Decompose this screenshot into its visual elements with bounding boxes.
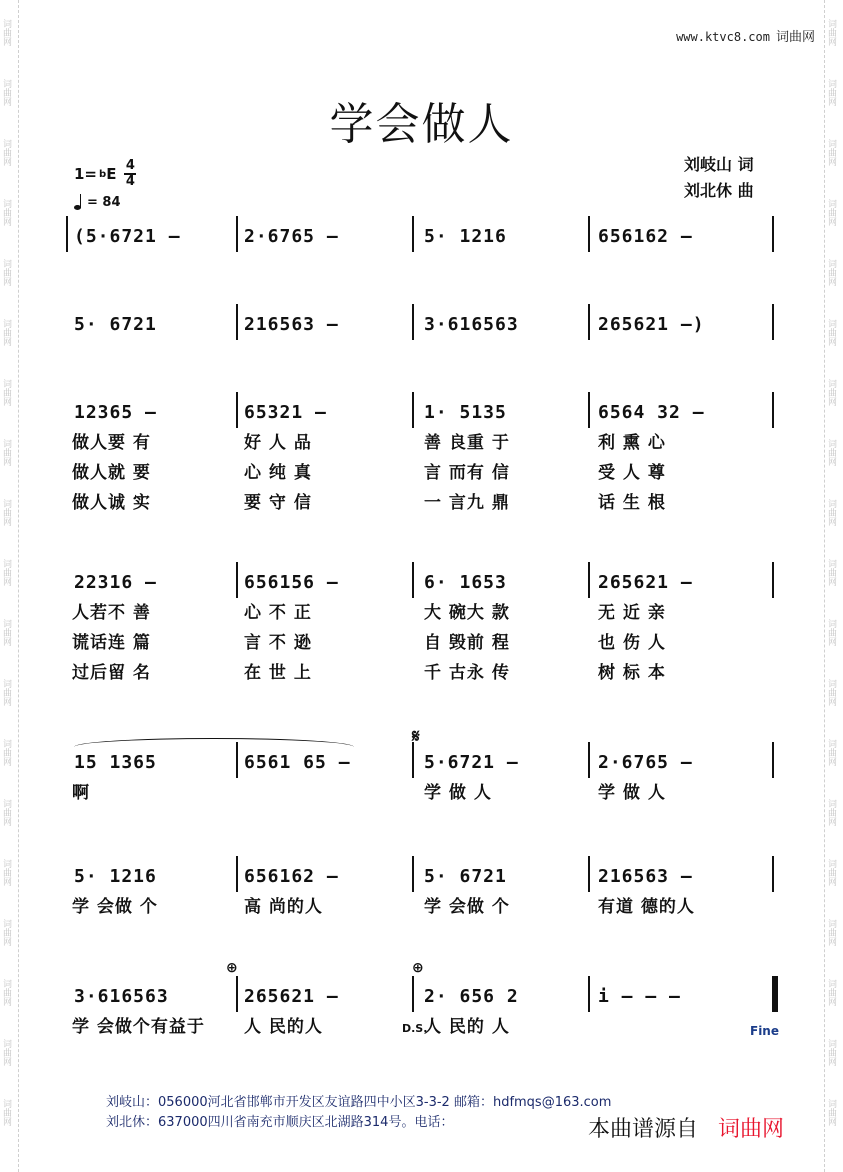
score-system — [66, 726, 776, 808]
lyric-segment: 一 言九 鼎 — [424, 493, 510, 513]
notation-row — [66, 398, 776, 428]
lyric-segment: 言 不 逊 — [244, 633, 312, 653]
lyric-segment: 人 民的 人 — [424, 1017, 510, 1037]
footer-line-2: 刘北休：637000四川省南充市顺庆区北湖路314号。电话： — [106, 1115, 454, 1130]
watermark-text: 词曲网 — [826, 918, 836, 946]
watermark-text: 词曲网 — [1, 798, 11, 826]
key-prefix: 1= — [74, 165, 98, 183]
bar-line — [772, 216, 774, 252]
watermark-text: 词曲网 — [1, 858, 11, 886]
lyric-segment: 高 尚的人 — [244, 897, 323, 917]
lyric-segment: 心 纯 真 — [244, 463, 312, 483]
site-header — [676, 26, 815, 45]
watermark-text: 词曲网 — [1, 198, 11, 226]
measure: 5· 6721 — [424, 866, 507, 887]
segno-icon: 𝄋 — [412, 726, 420, 747]
tempo-marking — [74, 195, 121, 210]
quarter-note-icon — [74, 205, 81, 210]
lyric-line — [66, 598, 776, 628]
score-system — [66, 568, 776, 688]
lyric-segment: 学 做 人 — [424, 783, 492, 803]
watermark-text: 词曲网 — [1, 738, 11, 766]
measure: 2· 656 2 — [424, 986, 519, 1007]
watermark-text: 词曲网 — [826, 78, 836, 106]
watermark-text: 词曲网 — [1, 1098, 11, 1126]
notation-row — [66, 310, 776, 340]
watermark-text: 词曲网 — [826, 618, 836, 646]
measure: 5·6721 – — [424, 752, 519, 773]
watermark-text: 词曲网 — [1, 1038, 11, 1066]
key-note: E — [106, 165, 117, 183]
watermark-text: 词曲网 — [826, 1038, 836, 1066]
tempo-value: = 84 — [87, 195, 121, 210]
bar-line — [772, 304, 774, 340]
coda-icon: ⊕ — [412, 960, 424, 976]
site-url[interactable]: www.ktvc8.com — [676, 30, 770, 44]
bar-line — [236, 856, 238, 892]
time-signature — [124, 160, 136, 188]
bar-line — [772, 856, 774, 892]
watermark-text: 词曲网 — [826, 258, 836, 286]
bar-line — [772, 976, 778, 1012]
bar-line — [236, 392, 238, 428]
lyric-line — [66, 628, 776, 658]
lyric-segment: 话 生 根 — [598, 493, 666, 513]
lyric-segment: 人若不 善 — [72, 603, 151, 623]
notation-row — [66, 982, 776, 1012]
watermark-text: 词曲网 — [826, 678, 836, 706]
lyric-segment: 心 不 正 — [244, 603, 312, 623]
watermark-text: 词曲网 — [1, 918, 11, 946]
watermark-text: 词曲网 — [1, 618, 11, 646]
source-prefix: 本曲谱源自 — [588, 1117, 699, 1142]
watermark-text: 词曲网 — [826, 1098, 836, 1126]
source-credit — [588, 1112, 784, 1143]
lyric-segment: 学 会做个有益于 — [72, 1017, 205, 1037]
lyric-segment: 树 标 本 — [598, 663, 666, 683]
bar-line — [772, 742, 774, 778]
watermark-text: 词曲网 — [1, 318, 11, 346]
phrase-slur — [74, 738, 354, 747]
bar-line — [412, 976, 414, 1012]
score-system — [66, 862, 776, 922]
watermark-text: 词曲网 — [826, 18, 836, 46]
bar-line — [236, 976, 238, 1012]
lyric-segment: 有道 德的人 — [598, 897, 695, 917]
bar-line — [236, 562, 238, 598]
lyric-segment: 过后留 名 — [72, 663, 151, 683]
watermark-text: 词曲网 — [826, 378, 836, 406]
measure: 5· 1216 — [74, 866, 157, 887]
notation-row — [66, 862, 776, 892]
bar-line — [412, 392, 414, 428]
bar-line — [236, 742, 238, 778]
measure: 2·6765 – — [244, 226, 339, 247]
lyric-segment: 学 会做 个 — [424, 897, 510, 917]
fine-label: Fine — [750, 1024, 779, 1038]
measure: 6· 1653 — [424, 572, 507, 593]
measure: 12365 – — [74, 402, 157, 423]
bar-line — [588, 976, 590, 1012]
measure: 216563 – — [598, 866, 693, 887]
measure: 656162 – — [598, 226, 693, 247]
measure: 216563 – — [244, 314, 339, 335]
lyric-line — [66, 488, 776, 518]
bar-line — [412, 216, 414, 252]
measure: 5· 6721 — [74, 314, 157, 335]
watermark-text: 词曲网 — [826, 738, 836, 766]
bar-line — [588, 216, 590, 252]
watermark-text: 词曲网 — [826, 198, 836, 226]
measure: 15 1365 — [74, 752, 157, 773]
watermark-text: 词曲网 — [1, 258, 11, 286]
bar-line — [588, 304, 590, 340]
lyric-segment: 做人诚 实 — [72, 493, 151, 513]
lyric-line — [66, 892, 776, 922]
watermark-text: 词曲网 — [826, 558, 836, 586]
site-name: 词曲网 — [775, 30, 815, 45]
source-brand[interactable]: 词曲网 — [718, 1117, 785, 1142]
coda-icon: ⊕ — [226, 960, 238, 976]
watermark-text: 词曲网 — [1, 438, 11, 466]
measure: 265621 – — [244, 986, 339, 1007]
lyric-segment: 做人就 要 — [72, 463, 151, 483]
notation-row — [66, 568, 776, 598]
bar-line — [412, 562, 414, 598]
bar-line — [588, 392, 590, 428]
flat-sign: b — [99, 168, 107, 180]
footer-line-1: 刘岐山：056000河北省邯郸市开发区友谊路四中小区3-3-2 邮箱：hdfmqs@163.com — [106, 1095, 612, 1110]
bar-line — [412, 304, 414, 340]
measure: 3·616563 — [424, 314, 519, 335]
watermark-text: 词曲网 — [1, 558, 11, 586]
time-top: 4 — [125, 158, 135, 173]
watermark-text: 词曲网 — [826, 138, 836, 166]
watermark-text: 词曲网 — [1, 138, 11, 166]
bar-line — [236, 304, 238, 340]
key-signature — [74, 160, 136, 188]
composer: 刘北休 曲 — [684, 181, 754, 200]
score-system — [66, 398, 776, 518]
watermark-text: 词曲网 — [826, 798, 836, 826]
lyric-segment: 千 古永 传 — [424, 663, 510, 683]
watermark-text: 词曲网 — [826, 498, 836, 526]
score-system — [66, 222, 776, 252]
lyric-line — [66, 458, 776, 488]
song-title: 学会做人 — [329, 99, 514, 150]
bar-line — [588, 742, 590, 778]
bar-line — [412, 742, 414, 778]
lyric-segment: 在 世 上 — [244, 663, 312, 683]
right-watermark-strip — [824, 0, 843, 1172]
measure: 6561 65 – — [244, 752, 351, 773]
measure: 2·6765 – — [598, 752, 693, 773]
credits — [684, 152, 754, 204]
watermark-text: 词曲网 — [1, 18, 11, 46]
watermark-text: 词曲网 — [1, 378, 11, 406]
measure: 656156 – — [244, 572, 339, 593]
notation-row — [66, 748, 776, 778]
ds-label: D.S. — [402, 1022, 428, 1035]
lyric-segment: 要 守 信 — [244, 493, 312, 513]
lyric-segment: 无 近 亲 — [598, 603, 666, 623]
watermark-text: 词曲网 — [826, 858, 836, 886]
measure: 5· 1216 — [424, 226, 507, 247]
score-system — [66, 310, 776, 340]
lyric-segment: 人 民的人 — [244, 1017, 323, 1037]
measure: 22316 – — [74, 572, 157, 593]
lyric-segment: 学 会做 个 — [72, 897, 158, 917]
bar-line — [588, 856, 590, 892]
measure: 6564 32 – — [598, 402, 705, 423]
lyric-segment: 言 而有 信 — [424, 463, 510, 483]
lyric-line — [66, 778, 776, 808]
watermark-text: 词曲网 — [1, 978, 11, 1006]
score-system — [66, 960, 779, 1042]
lyric-line — [66, 658, 776, 688]
bar-line — [772, 392, 774, 428]
measure: 265621 – — [598, 572, 693, 593]
watermark-text: 词曲网 — [1, 678, 11, 706]
bar-line — [412, 856, 414, 892]
lyric-segment: 自 毁前 程 — [424, 633, 510, 653]
watermark-text: 词曲网 — [1, 78, 11, 106]
lyric-segment: 受 人 尊 — [598, 463, 666, 483]
lyric-segment: 利 熏 心 — [598, 433, 666, 453]
measure: 265621 –) — [598, 314, 705, 335]
bar-line — [588, 562, 590, 598]
lyric-segment: 好 人 品 — [244, 433, 312, 453]
watermark-text: 词曲网 — [826, 438, 836, 466]
measure: 1· 5135 — [424, 402, 507, 423]
measure: 656162 – — [244, 866, 339, 887]
lyric-segment: 做人要 有 — [72, 433, 151, 453]
lyric-line — [66, 428, 776, 458]
watermark-text: 词曲网 — [826, 318, 836, 346]
bar-line — [236, 216, 238, 252]
lyric-segment: 啊 — [72, 783, 90, 803]
measure: 65321 – — [244, 402, 327, 423]
watermark-text: 词曲网 — [826, 978, 836, 1006]
measure: i – – – — [598, 986, 681, 1007]
time-bottom: 4 — [125, 174, 135, 189]
watermark-text: 词曲网 — [1, 498, 11, 526]
lyric-segment: 谎话连 篇 — [72, 633, 151, 653]
bar-line — [66, 216, 68, 252]
lyric-segment: 善 良重 于 — [424, 433, 510, 453]
measure: 3·616563 — [74, 986, 169, 1007]
notation-row — [66, 222, 776, 252]
left-watermark-strip — [0, 0, 19, 1172]
lyricist: 刘岐山 词 — [684, 155, 754, 174]
lyric-segment: 学 做 人 — [598, 783, 666, 803]
bar-line — [772, 562, 774, 598]
measure: (5·6721 – — [74, 226, 181, 247]
lyric-segment: 也 伤 人 — [598, 633, 666, 653]
lyric-segment: 大 碗大 款 — [424, 603, 510, 623]
